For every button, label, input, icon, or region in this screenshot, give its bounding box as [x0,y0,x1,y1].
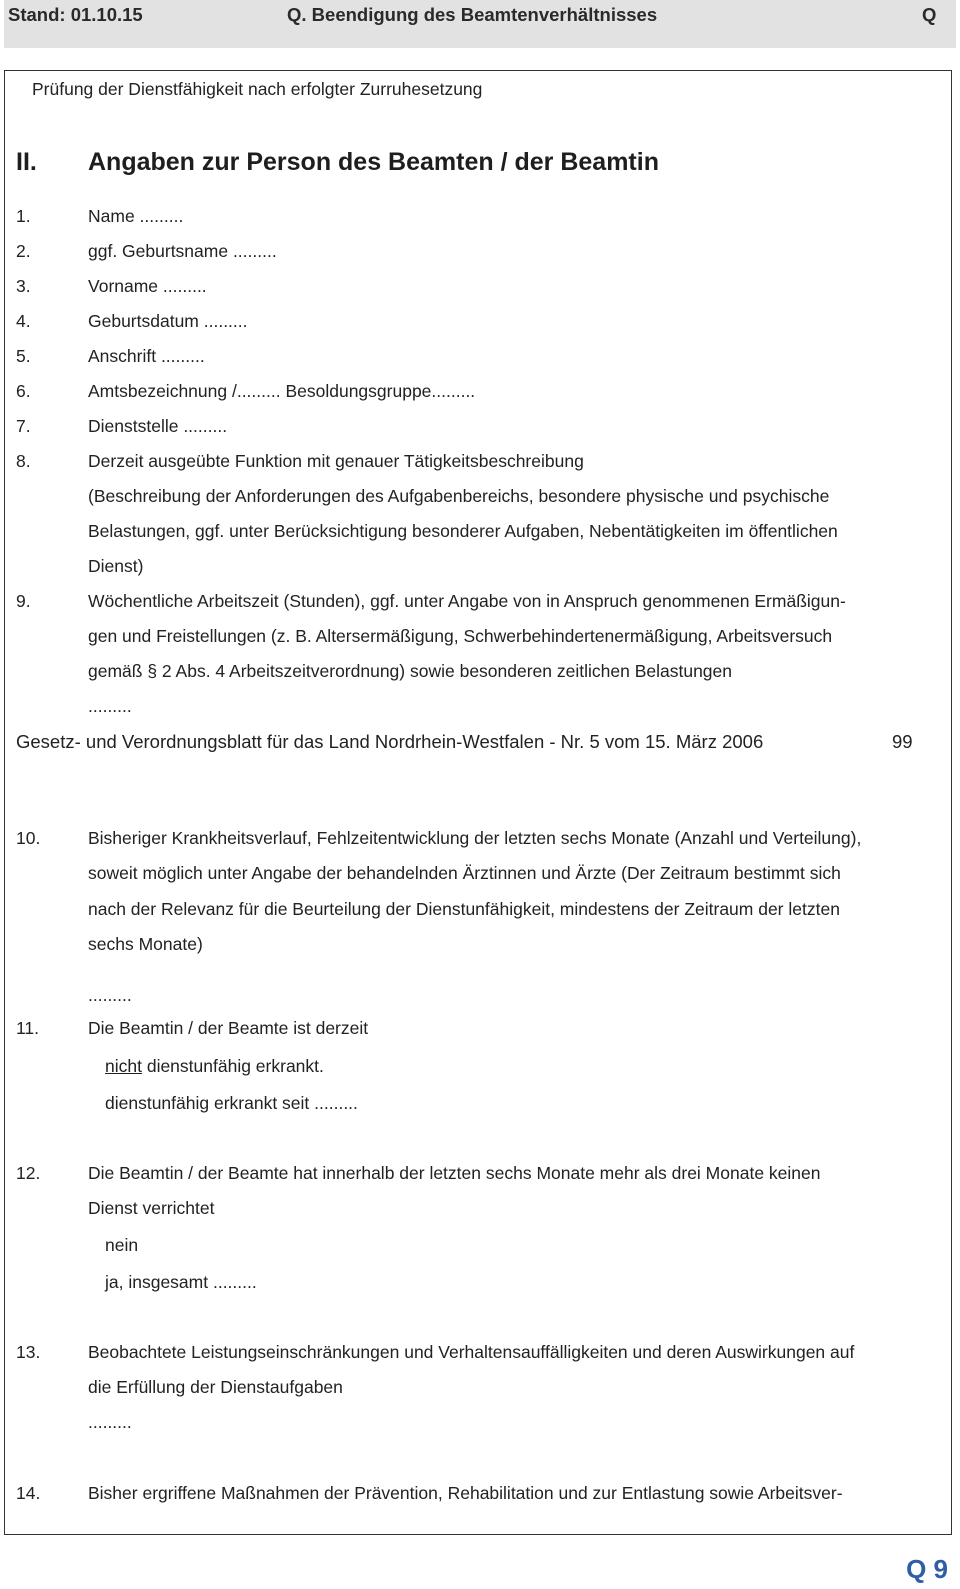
item-number: 12. [16,1163,41,1183]
option-ill-since: dienstunfähig erkrankt seit ......... [105,1093,358,1113]
item-address: Anschrift ......... [88,346,205,366]
item-text-line: soweit möglich unter Angabe der behandelnden Ärztinnen und Ärzte (Der Zeitraum bestimmt sich [88,863,841,883]
item-text-line: Wöchentliche Arbeitszeit (Stunden), ggf. unter Angabe von in Anspruch genommenen Ermäßigun- [88,591,846,611]
header-letter: Q [922,4,937,25]
item-number: 3. [16,276,31,296]
item-text-line: Dienst verrichtet [88,1198,215,1218]
option-no: nein [105,1235,139,1255]
item-text-line: Derzeit ausgeübte Funktion mit genauer Tätigkeitsbeschreibung [88,451,584,471]
item-birth-date: Geburtsdatum ......... [88,311,248,331]
item-first-name: Vorname ......... [88,276,207,296]
option-not-ill [105,1056,324,1077]
section-title: Angaben zur Person des Beamten / der Beamtin [88,148,659,176]
item-text-line: Die Beamtin / der Beamte ist derzeit [88,1018,369,1038]
footer-page-label: Q 9 [906,1554,948,1584]
section-number: II. [16,148,37,176]
item-dots: ......... [88,985,132,1005]
item-number: 5. [16,346,31,366]
item-text-line: Beobachtete Leistungseinschränkungen und Verhaltensauffälligkeiten und deren Auswirkungen auf [88,1342,855,1362]
option-not-rest: dienstunfähig erkrankt. [141,1056,324,1076]
header-stand: Stand: 01.10.15 [8,4,143,25]
gazette-page: 99 [892,731,913,752]
header-title: Q. Beendigung des Beamtenverhältnisses [287,4,658,25]
item-text-line: die Erfüllung der Dienstaufgaben [88,1377,343,1397]
item-text-line: gemäß § 2 Abs. 4 Arbeitszeitverordnung) sowie besonderen zeitlichen Belastungen [88,661,733,681]
item-text-line: gen und Freistellungen (z. B. Altersermäßigung, Schwerbehindertenermäßigung, Arbeitsversuch [88,626,833,646]
item-text-line: sechs Monate) [88,934,203,954]
item-dots: ......... [88,1412,132,1432]
item-number: 10. [16,828,41,848]
item-text-line: Dienst) [88,556,144,576]
item-text-line: Bisheriger Krankheitsverlauf, Fehlzeitentwicklung der letzten sechs Monate (Anzahl und Verteilung), [88,828,862,848]
item-name: Name ......... [88,206,184,226]
option-yes-total: ja, insgesamt ......... [105,1272,257,1292]
gazette-citation: Gesetz- und Verordnungsblatt für das Land Nordrhein-Westfalen - Nr. 5 vom 15. März 2006 [16,731,764,752]
item-number: 8. [16,451,31,471]
item-text-line: (Beschreibung der Anforderungen des Aufgabenbereichs, besondere physische und psychische [88,486,830,506]
item-text-line: Bisher ergriffene Maßnahmen der Prävention, Rehabilitation und zur Entlastung sowie Arbeitsver- [88,1483,843,1503]
item-number: 11. [16,1018,40,1038]
header-bar [4,0,956,48]
item-text-line: nach der Relevanz für die Beurteilung der Dienstunfähigkeit, mindestens der Zeitraum der letzten [88,899,840,919]
item-text-line: Die Beamtin / der Beamte hat innerhalb der letzten sechs Monate mehr als drei Monate keinen [88,1163,821,1183]
item-number: 1. [16,206,31,226]
item-title-grade: Amtsbezeichnung /......... Besoldungsgruppe......... [88,381,476,401]
item-text-line: Belastungen, ggf. unter Berücksichtigung besonderer Aufgaben, Nebentätigkeiten im öffentlichen [88,521,838,541]
item-number: 2. [16,241,31,261]
item-department: Dienststelle ......... [88,416,228,436]
item-number: 13. [16,1342,41,1362]
item-number: 9. [16,591,31,611]
item-dots: ......... [88,696,132,716]
subtitle: Prüfung der Dienstfähigkeit nach erfolgter Zurruhesetzung [32,79,483,99]
item-number: 7. [16,416,31,436]
item-number: 4. [16,311,31,331]
item-birth-name: ggf. Geburtsname ......... [88,241,277,261]
item-number: 6. [16,381,31,401]
item-number: 14. [16,1483,41,1503]
option-not-word: nicht [105,1056,142,1076]
